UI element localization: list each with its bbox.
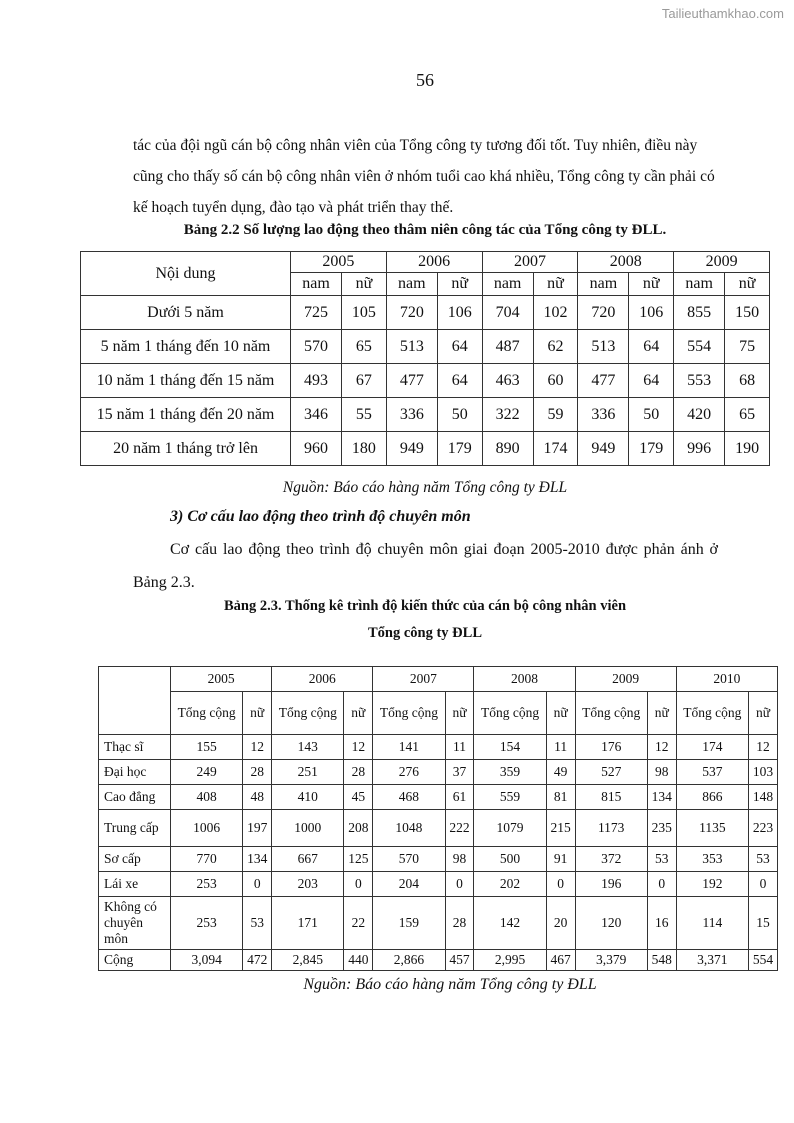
table-cell: 12 <box>243 735 272 760</box>
table-cell: 0 <box>647 872 676 897</box>
table-cell: 15 <box>748 897 777 950</box>
table-cell: 353 <box>676 847 748 872</box>
page-number: 56 <box>416 70 434 90</box>
row-label: Dưới 5 năm <box>81 296 291 330</box>
table-cell: 68 <box>725 364 770 398</box>
table-cell: 2,845 <box>272 950 344 971</box>
sub-header: nữ <box>629 273 674 296</box>
sub-header-female: nữ <box>546 692 575 735</box>
row-label: Thạc sĩ <box>99 735 171 760</box>
table-cell: 408 <box>171 785 243 810</box>
table-cell: 134 <box>243 847 272 872</box>
table-cell: 142 <box>474 897 546 950</box>
table-cell: 222 <box>445 810 474 847</box>
paragraph-2: Cơ cấu lao động theo trình độ chuyên môn giai đoạn 2005-2010 được phản ánh ở Bảng 2.3. <box>133 541 718 591</box>
table-row <box>99 810 778 847</box>
table-cell: 55 <box>342 398 387 432</box>
table-cell: 0 <box>748 872 777 897</box>
table-cell: 114 <box>676 897 748 950</box>
table-cell: 12 <box>344 735 373 760</box>
table-cell: 253 <box>171 897 243 950</box>
table-row <box>99 897 778 950</box>
sub-header: nam <box>578 273 629 296</box>
table-row <box>99 872 778 897</box>
table-cell: 855 <box>674 296 725 330</box>
table-cell: 1000 <box>272 810 344 847</box>
table-cell: 197 <box>243 810 272 847</box>
table-2-3-caption-line2: Tổng công ty ĐLL <box>367 625 482 641</box>
table-cell: 667 <box>272 847 344 872</box>
year-header: 2005 <box>291 252 387 273</box>
table-cell: 150 <box>725 296 770 330</box>
table-cell: 996 <box>674 432 725 466</box>
table-cell: 203 <box>272 872 344 897</box>
row-label: 10 năm 1 tháng đến 15 năm <box>81 364 291 398</box>
table-cell: 208 <box>344 810 373 847</box>
year-header: 2005 <box>171 667 272 692</box>
table-cell: 487 <box>482 330 533 364</box>
sub-header: nam <box>482 273 533 296</box>
table-row <box>99 760 778 785</box>
row-label: Cộng <box>99 950 171 971</box>
table-cell: 61 <box>445 785 474 810</box>
watermark: Tailieuthamkhao.com <box>661 6 784 21</box>
table-cell: 28 <box>445 897 474 950</box>
sub-header: nữ <box>342 273 387 296</box>
sub-header-total: Tổng cộng <box>474 692 546 735</box>
sub-header-total: Tổng cộng <box>575 692 647 735</box>
table-cell: 176 <box>575 735 647 760</box>
sub-header-total: Tổng cộng <box>171 692 243 735</box>
year-header: 2008 <box>474 667 575 692</box>
table-cell: 179 <box>437 432 482 466</box>
table-cell: 215 <box>546 810 575 847</box>
table-2-3-caption: Bảng 2.3. Thống kê trình độ kiến thức của cán bộ công nhân viên <box>223 598 627 614</box>
sub-header: nam <box>674 273 725 296</box>
table-cell: 11 <box>546 735 575 760</box>
table-cell: 65 <box>725 398 770 432</box>
table-cell: 190 <box>725 432 770 466</box>
table-cell: 53 <box>243 897 272 950</box>
table-cell: 493 <box>291 364 342 398</box>
row-label: 15 năm 1 tháng đến 20 năm <box>81 398 291 432</box>
table-cell: 120 <box>575 897 647 950</box>
table-header-content: Nội dung <box>81 252 291 296</box>
table-cell: 548 <box>647 950 676 971</box>
sub-header-total: Tổng cộng <box>676 692 748 735</box>
table-cell: 50 <box>437 398 482 432</box>
table-cell: 22 <box>344 897 373 950</box>
table-cell: 37 <box>445 760 474 785</box>
table-2-2-source: Nguồn: Báo cáo hàng năm Tổng công ty ĐLL <box>282 479 568 496</box>
table-cell: 513 <box>386 330 437 364</box>
table-cell: 359 <box>474 760 546 785</box>
table-cell: 372 <box>575 847 647 872</box>
year-header: 2007 <box>373 667 474 692</box>
table-cell: 527 <box>575 760 647 785</box>
table-cell: 463 <box>482 364 533 398</box>
table-2-2-caption: Bảng 2.2 Số lượng lao động theo thâm niên công tác của Tổng công ty ĐLL. <box>183 222 667 238</box>
table-cell: 67 <box>342 364 387 398</box>
table-cell: 477 <box>386 364 437 398</box>
year-header: 2006 <box>386 252 482 273</box>
table-cell: 3,371 <box>676 950 748 971</box>
table-header-empty <box>99 667 171 735</box>
row-label: Không có chuyên môn <box>99 897 171 950</box>
table-cell: 48 <box>243 785 272 810</box>
table-cell: 50 <box>629 398 674 432</box>
table-cell: 704 <box>482 296 533 330</box>
table-cell: 500 <box>474 847 546 872</box>
table-cell: 249 <box>171 760 243 785</box>
table-cell: 65 <box>342 330 387 364</box>
table-cell: 102 <box>533 296 578 330</box>
table-cell: 440 <box>344 950 373 971</box>
table-cell: 0 <box>243 872 272 897</box>
table-row <box>81 330 770 364</box>
table-row <box>99 735 778 760</box>
table-cell: 554 <box>674 330 725 364</box>
table-cell: 1173 <box>575 810 647 847</box>
table-cell: 322 <box>482 398 533 432</box>
table-cell: 949 <box>578 432 629 466</box>
table-cell: 235 <box>647 810 676 847</box>
row-label: Trung cấp <box>99 810 171 847</box>
table-cell: 1079 <box>474 810 546 847</box>
table-cell: 12 <box>748 735 777 760</box>
table-cell: 336 <box>578 398 629 432</box>
table-row <box>99 950 778 971</box>
table-cell: 554 <box>748 950 777 971</box>
table-row <box>81 364 770 398</box>
table-cell: 134 <box>647 785 676 810</box>
sub-header: nữ <box>437 273 482 296</box>
table-cell: 3,094 <box>171 950 243 971</box>
table-2-3-source: Nguồn: Báo cáo hàng năm Tổng công ty ĐLL <box>303 976 597 993</box>
sub-header-female: nữ <box>748 692 777 735</box>
year-header: 2010 <box>676 667 777 692</box>
table-cell: 0 <box>546 872 575 897</box>
table-row <box>81 398 770 432</box>
table-cell: 1135 <box>676 810 748 847</box>
table-row <box>99 847 778 872</box>
table-cell: 472 <box>243 950 272 971</box>
table-cell: 171 <box>272 897 344 950</box>
table-cell: 64 <box>629 364 674 398</box>
table-cell: 64 <box>629 330 674 364</box>
year-header: 2009 <box>575 667 676 692</box>
table-cell: 196 <box>575 872 647 897</box>
table-cell: 815 <box>575 785 647 810</box>
table-cell: 0 <box>344 872 373 897</box>
table-cell: 174 <box>676 735 748 760</box>
table-cell: 106 <box>629 296 674 330</box>
table-cell: 53 <box>748 847 777 872</box>
table-cell: 457 <box>445 950 474 971</box>
table-2-2 <box>80 251 770 466</box>
table-cell: 720 <box>578 296 629 330</box>
table-cell: 59 <box>533 398 578 432</box>
table-row <box>81 432 770 466</box>
table-cell: 64 <box>437 364 482 398</box>
table-cell: 866 <box>676 785 748 810</box>
table-cell: 125 <box>344 847 373 872</box>
table-cell: 103 <box>748 760 777 785</box>
table-cell: 60 <box>533 364 578 398</box>
year-header: 2006 <box>272 667 373 692</box>
paragraph-1: tác của đội ngũ cán bộ công nhân viên của Tổng công ty tương đối tốt. Tuy nhiên, điều này cũng cho thấy số cán bộ công nhân viên ở nhóm tuổi cao khá nhiều, Tổng công ty cần phải có kế hoạch tuyển dụng, đào tạo và phát triển thay thế. <box>133 137 715 216</box>
table-2-3 <box>98 666 778 971</box>
table-cell: 98 <box>647 760 676 785</box>
row-label: Cao đẳng <box>99 785 171 810</box>
year-header: 2009 <box>674 252 770 273</box>
table-cell: 75 <box>725 330 770 364</box>
table-cell: 159 <box>373 897 445 950</box>
table-cell: 192 <box>676 872 748 897</box>
row-label: 20 năm 1 tháng trở lên <box>81 432 291 466</box>
table-cell: 223 <box>748 810 777 847</box>
row-label: Sơ cấp <box>99 847 171 872</box>
table-cell: 960 <box>291 432 342 466</box>
table-cell: 720 <box>386 296 437 330</box>
table-cell: 420 <box>674 398 725 432</box>
year-header: 2007 <box>482 252 578 273</box>
table-cell: 28 <box>243 760 272 785</box>
table-row <box>99 785 778 810</box>
sub-header: nữ <box>725 273 770 296</box>
sub-header-female: nữ <box>647 692 676 735</box>
table-cell: 12 <box>647 735 676 760</box>
sub-header-female: nữ <box>445 692 474 735</box>
table-cell: 53 <box>647 847 676 872</box>
table-cell: 11 <box>445 735 474 760</box>
table-cell: 477 <box>578 364 629 398</box>
table-cell: 553 <box>674 364 725 398</box>
table-cell: 537 <box>676 760 748 785</box>
table-cell: 45 <box>344 785 373 810</box>
table-cell: 570 <box>291 330 342 364</box>
table-cell: 204 <box>373 872 445 897</box>
table-cell: 2,866 <box>373 950 445 971</box>
table-cell: 570 <box>373 847 445 872</box>
table-cell: 202 <box>474 872 546 897</box>
table-cell: 91 <box>546 847 575 872</box>
table-cell: 0 <box>445 872 474 897</box>
table-cell: 62 <box>533 330 578 364</box>
table-cell: 1048 <box>373 810 445 847</box>
table-cell: 81 <box>546 785 575 810</box>
sub-header-female: nữ <box>344 692 373 735</box>
table-cell: 410 <box>272 785 344 810</box>
table-cell: 949 <box>386 432 437 466</box>
table-cell: 20 <box>546 897 575 950</box>
sub-header: nam <box>291 273 342 296</box>
table-cell: 141 <box>373 735 445 760</box>
table-cell: 148 <box>748 785 777 810</box>
table-cell: 64 <box>437 330 482 364</box>
table-cell: 174 <box>533 432 578 466</box>
table-cell: 467 <box>546 950 575 971</box>
table-cell: 253 <box>171 872 243 897</box>
section-3-heading: 3) Cơ cấu lao động theo trình độ chuyên môn <box>170 508 471 525</box>
table-cell: 98 <box>445 847 474 872</box>
table-cell: 143 <box>272 735 344 760</box>
table-cell: 890 <box>482 432 533 466</box>
sub-header-female: nữ <box>243 692 272 735</box>
table-cell: 725 <box>291 296 342 330</box>
table-cell: 468 <box>373 785 445 810</box>
sub-header-total: Tổng cộng <box>373 692 445 735</box>
table-cell: 336 <box>386 398 437 432</box>
table-row <box>81 296 770 330</box>
year-header: 2008 <box>578 252 674 273</box>
table-cell: 513 <box>578 330 629 364</box>
row-label: Đại học <box>99 760 171 785</box>
table-cell: 180 <box>342 432 387 466</box>
table-cell: 276 <box>373 760 445 785</box>
table-cell: 1006 <box>171 810 243 847</box>
sub-header-total: Tổng cộng <box>272 692 344 735</box>
row-label: 5 năm 1 tháng đến 10 năm <box>81 330 291 364</box>
table-cell: 2,995 <box>474 950 546 971</box>
sub-header: nữ <box>533 273 578 296</box>
table-cell: 49 <box>546 760 575 785</box>
table-cell: 155 <box>171 735 243 760</box>
table-cell: 106 <box>437 296 482 330</box>
table-cell: 3,379 <box>575 950 647 971</box>
table-cell: 105 <box>342 296 387 330</box>
table-cell: 770 <box>171 847 243 872</box>
row-label: Lái xe <box>99 872 171 897</box>
table-cell: 28 <box>344 760 373 785</box>
table-cell: 559 <box>474 785 546 810</box>
table-cell: 346 <box>291 398 342 432</box>
table-cell: 16 <box>647 897 676 950</box>
table-cell: 179 <box>629 432 674 466</box>
sub-header: nam <box>386 273 437 296</box>
table-cell: 154 <box>474 735 546 760</box>
table-cell: 251 <box>272 760 344 785</box>
